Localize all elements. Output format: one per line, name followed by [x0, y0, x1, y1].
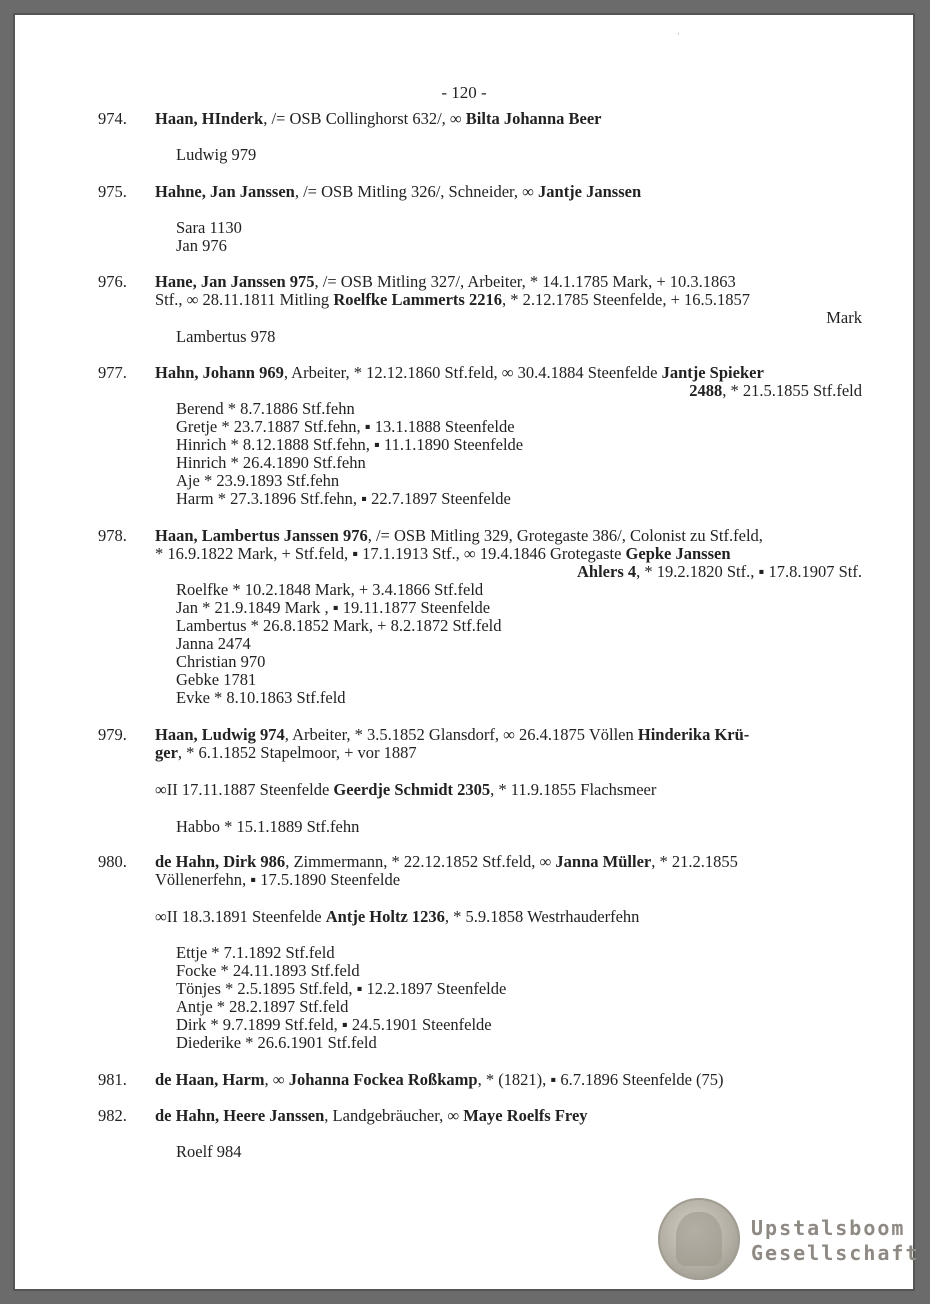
child-item: Lambertus 978	[176, 327, 276, 346]
child-item: Christian 970	[176, 652, 266, 671]
text-run: , * 5.9.1858 Westrhauderfehn	[444, 907, 640, 926]
child-item: Antje * 28.2.1897 Stf.feld	[176, 997, 349, 1016]
text-run: Mark	[826, 308, 862, 327]
child-item: Janna 2474	[176, 634, 251, 653]
text-run: , Arbeiter, * 3.5.1852 Glansdorf, ∞ 26.4.1875 Völlen	[284, 725, 638, 744]
entry-number: 974.	[98, 109, 127, 128]
text-run: ∞II 18.3.1891 Steenfelde	[155, 907, 326, 926]
bold-name: 2488	[689, 381, 723, 400]
entry-number: 981.	[98, 1070, 127, 1089]
child-item: Roelf 984	[176, 1142, 242, 1161]
child-item: Habbo * 15.1.1889 Stf.fehn	[176, 817, 360, 836]
text-run: , * 21.5.1855 Stf.feld	[722, 381, 862, 400]
child-item: Ettje * 7.1.1892 Stf.feld	[176, 943, 335, 962]
text-run: , * 21.2.1855	[651, 852, 738, 871]
children-list	[176, 328, 836, 346]
entry-number: 982.	[98, 1106, 127, 1125]
entry-line	[155, 545, 862, 563]
child-item: Diederike * 26.6.1901 Stf.feld	[176, 1033, 377, 1052]
children-list	[176, 944, 836, 1052]
child-item: Sara 1130	[176, 218, 242, 237]
entry-line	[155, 1107, 862, 1125]
text-run: * 16.9.1822 Mark, + Stf.feld, ▪ 17.1.1913 Stf., ∞ 19.4.1846 Grotegaste	[155, 544, 626, 563]
bold-name: de Hahn, Heere Janssen	[155, 1106, 325, 1125]
bold-name: Antje Holtz 1236	[325, 907, 445, 926]
seal-icon	[658, 1198, 740, 1280]
child-item: Dirk * 9.7.1899 Stf.feld, ▪ 24.5.1901 Steenfelde	[176, 1015, 492, 1034]
entry-number: 976.	[98, 272, 127, 291]
bold-name: ger	[155, 743, 178, 762]
child-item: Lambertus * 26.8.1852 Mark, + 8.2.1872 Stf.feld	[176, 616, 502, 635]
bold-name: de Hahn, Dirk 986	[155, 852, 286, 871]
bold-name: Haan, HInderk	[155, 109, 264, 128]
text-run: , Landgebräucher, ∞	[324, 1106, 464, 1125]
child-item: Ludwig 979	[176, 145, 257, 164]
text-run: Völlenerfehn, ▪ 17.5.1890 Steenfelde	[155, 870, 401, 889]
children-list	[176, 400, 836, 508]
entry-line	[155, 853, 862, 871]
text-run: , * 2.12.1785 Steenfelde, + 16.5.1857	[501, 290, 751, 309]
text-run: Stf., ∞ 28.11.1811 Mitling	[155, 290, 334, 309]
bold-name: Ahlers 4	[577, 562, 637, 581]
document-page	[13, 13, 920, 1291]
children-list	[176, 1143, 836, 1161]
stray-mark: ‘	[677, 31, 680, 40]
child-item: Hinrich * 26.4.1890 Stf.fehn	[176, 453, 366, 472]
child-item: Aje * 23.9.1893 Stf.fehn	[176, 471, 340, 490]
text-run: , * 19.2.1820 Stf., ▪ 17.8.1907 Stf.	[636, 562, 862, 581]
child-item: Gretje * 23.7.1887 Stf.fehn, ▪ 13.1.1888 Steenfelde	[176, 417, 515, 436]
bold-name: Gepke Janssen	[625, 544, 731, 563]
bold-name: Geerdje Schmidt 2305	[333, 780, 491, 799]
entry-line	[155, 382, 862, 400]
entry-line	[155, 291, 862, 309]
entry-line	[155, 110, 862, 128]
bold-name: Hahn, Johann 969	[155, 363, 284, 382]
text-run: , /= OSB Mitling 329, Grotegaste 386/, Colonist zu Stf.feld,	[367, 526, 763, 545]
text-run: , * 11.9.1855 Flachsmeer	[490, 780, 657, 799]
text-run: , * 6.1.1852 Stapelmoor, + vor 1887	[177, 743, 417, 762]
logo-line-1: Upstalsboom	[751, 1216, 906, 1240]
bold-name: Janna Müller	[555, 852, 652, 871]
text-run: , Arbeiter, * 12.12.1860 Stf.feld, ∞ 30.4.1884 Steenfelde	[283, 363, 662, 382]
entry-line	[155, 364, 862, 382]
bold-name: Roelfke Lammerts 2216	[333, 290, 502, 309]
bold-name: Haan, Ludwig 974	[155, 725, 285, 744]
bold-name: Maye Roelfs Frey	[463, 1106, 588, 1125]
text-run: , Zimmermann, * 22.12.1852 Stf.feld, ∞	[285, 852, 556, 871]
bold-name: de Haan, Harm	[155, 1070, 265, 1089]
child-item: Berend * 8.7.1886 Stf.fehn	[176, 399, 355, 418]
children-list	[176, 219, 836, 255]
entry-line	[155, 309, 862, 327]
child-item: Hinrich * 8.12.1888 Stf.fehn, ▪ 11.1.1890 Steenfelde	[176, 435, 524, 454]
entry-number: 980.	[98, 852, 127, 871]
children-list	[176, 146, 836, 164]
child-item: Focke * 24.11.1893 Stf.feld	[176, 961, 360, 980]
entry-number: 977.	[98, 363, 127, 382]
entry-line	[155, 527, 862, 545]
entry-line	[155, 563, 862, 581]
bold-name: Jantje Spieker	[661, 363, 764, 382]
bold-name: Johanna Fockea Roßkamp	[288, 1070, 478, 1089]
text-run: ∞II 17.11.1887 Steenfelde	[155, 780, 334, 799]
child-item: Tönjes * 2.5.1895 Stf.feld, ▪ 12.2.1897 Steenfelde	[176, 979, 507, 998]
entry-line	[155, 183, 862, 201]
child-item: Evke * 8.10.1863 Stf.feld	[176, 688, 346, 707]
entry-number: 979.	[98, 725, 127, 744]
child-item: Roelfke * 10.2.1848 Mark, + 3.4.1866 Stf.feld	[176, 580, 484, 599]
child-item: Harm * 27.3.1896 Stf.fehn, ▪ 22.7.1897 Steenfelde	[176, 489, 511, 508]
bold-name: Hane, Jan Janssen 975	[155, 272, 315, 291]
text-run: , ∞	[264, 1070, 289, 1089]
children-list	[176, 581, 836, 707]
entry-line	[155, 871, 862, 889]
bold-name: Bilta Johanna Beer	[465, 109, 602, 128]
publisher-logo	[751, 1216, 920, 1266]
child-item: Jan 976	[176, 236, 227, 255]
text-run: , /= OSB Mitling 327/, Arbeiter, * 14.1.1785 Mark, + 10.3.1863	[314, 272, 736, 291]
bold-name: Haan, Lambertus Janssen 976	[155, 526, 368, 545]
child-item: Jan * 21.9.1849 Mark , ▪ 19.11.1877 Steenfelde	[176, 598, 491, 617]
child-item: Gebke 1781	[176, 670, 257, 689]
entry-line	[155, 726, 862, 744]
entry-line	[155, 1071, 862, 1089]
entry-number: 975.	[98, 182, 127, 201]
bold-name: Hinderika Krü-	[637, 725, 750, 744]
page-number: - 120 -	[441, 83, 487, 102]
entry-line	[155, 744, 862, 762]
bold-name: Hahne, Jan Janssen	[155, 182, 295, 201]
text-run: , /= OSB Mitling 326/, Schneider, ∞	[294, 182, 539, 201]
children-list	[176, 818, 836, 836]
entry-number: 978.	[98, 526, 127, 545]
text-run: , /= OSB Collinghorst 632/, ∞	[263, 109, 466, 128]
logo-line-2: Gesellschaft	[751, 1241, 920, 1265]
entry-line	[155, 273, 862, 291]
second-marriage-line	[155, 781, 862, 799]
bold-name: Jantje Janssen	[538, 182, 642, 201]
text-run: , * (1821), ▪ 6.7.1896 Steenfelde (75)	[477, 1070, 724, 1089]
second-marriage-line	[155, 908, 862, 926]
